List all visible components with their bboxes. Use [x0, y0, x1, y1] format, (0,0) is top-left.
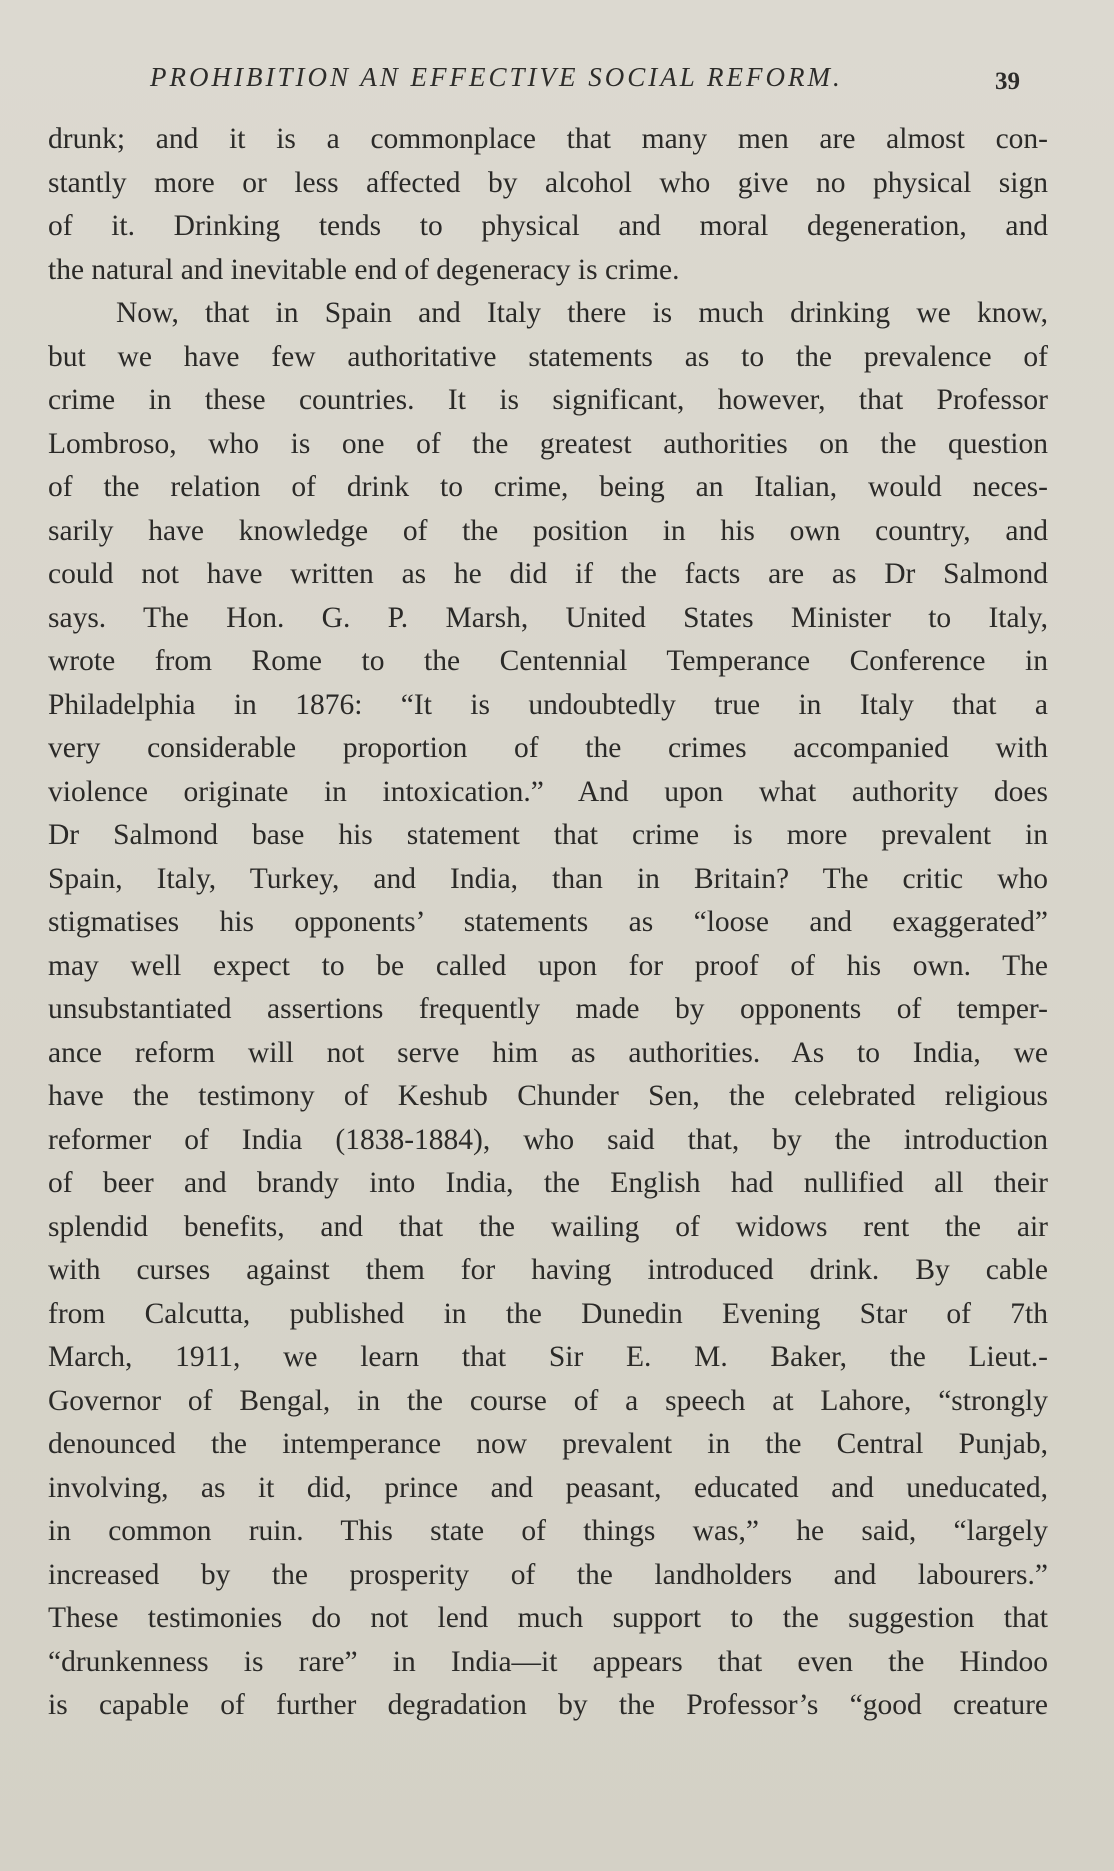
text-line: very considerable proportion of the crimes accompanied with [48, 732, 1048, 764]
running-head: PROHIBITION AN EFFECTIVE SOCIAL REFORM. [150, 62, 843, 92]
text-line: unsubstantiated assertions frequently made by opponents of temper- [48, 993, 1048, 1025]
text-line: could not have written as he did if the facts are as Dr Salmond [48, 558, 1048, 590]
text-line: splendid benefits, and that the wailing of widows rent the air [48, 1210, 1048, 1243]
text-line: March, 1911, we learn that Sir E. M. Baker, the Lieut.- [48, 1341, 1048, 1373]
text-line: These testimonies do not lend much support to the suggestion that [48, 1602, 1048, 1634]
paragraph-start-line: Now, that in Spain and Italy there is much drinking we know, [116, 297, 1048, 329]
text-line: with curses against them for having introduced drink. By cable [48, 1254, 1048, 1286]
text-line: from Calcutta, published in the Dunedin Evening Star of 7th [48, 1297, 1048, 1330]
text-line: may well expect to be called upon for proof of his own. The [48, 949, 1048, 982]
text-line: says. The Hon. G. P. Marsh, United States Minister to Italy, [48, 601, 1048, 634]
text-line: involving, as it did, prince and peasant, educated and uneducated, [48, 1471, 1048, 1504]
text-line: Dr Salmond base his statement that crime is more prevalent in [48, 819, 1048, 851]
body-text [48, 118, 1048, 1728]
text-line: of beer and brandy into India, the English had nullified all their [48, 1167, 1048, 1199]
text-line: violence originate in intoxication.” And upon what authority does [48, 775, 1048, 808]
text-line: Governor of Bengal, in the course of a speech at Lahore, “strongly [48, 1384, 1048, 1417]
text-line: is capable of further degradation by the Professor’s “good creature [48, 1689, 1048, 1721]
text-line: Lombroso, who is one of the greatest authorities on the question [48, 427, 1048, 460]
text-line: “drunkenness is rare” in India—it appears that even the Hindoo [48, 1645, 1048, 1678]
text-line: increased by the prosperity of the landholders and labourers.” [48, 1558, 1048, 1591]
text-line: in common ruin. This state of things was,” he said, “largely [48, 1515, 1048, 1547]
text-line: the natural and inevitable end of degeneracy is crime. [48, 253, 680, 286]
text-line: of the relation of drink to crime, being an Italian, would neces- [48, 471, 1048, 503]
text-line: reformer of India (1838-1884), who said that, by the introduction [48, 1123, 1048, 1156]
text-line: but we have few authoritative statements as to the prevalence of [48, 340, 1048, 373]
text-line: stantly more or less affected by alcohol who give no physical sign [48, 166, 1048, 199]
text-line: drunk; and it is a commonplace that many men are almost con- [48, 123, 1048, 155]
text-line: stigmatises his opponents’ statements as “loose and exaggerated” [48, 906, 1048, 938]
page-number: 39 [995, 68, 1020, 95]
text-line: ance reform will not serve him as authorities. As to India, we [48, 1036, 1048, 1069]
text-line: sarily have knowledge of the position in his own country, and [48, 514, 1048, 547]
text-line: wrote from Rome to the Centennial Temperance Conference in [48, 645, 1048, 677]
text-line: crime in these countries. It is significant, however, that Professor [48, 384, 1048, 416]
text-line: have the testimony of Keshub Chunder Sen, the celebrated religious [48, 1080, 1048, 1112]
text-line: denounced the intemperance now prevalent in the Central Punjab, [48, 1428, 1048, 1460]
text-line: Philadelphia in 1876: “It is undoubtedly true in Italy that a [48, 688, 1048, 721]
text-line: Spain, Italy, Turkey, and India, than in Britain? The critic who [48, 862, 1048, 895]
text-line: of it. Drinking tends to physical and moral degeneration, and [48, 210, 1048, 242]
